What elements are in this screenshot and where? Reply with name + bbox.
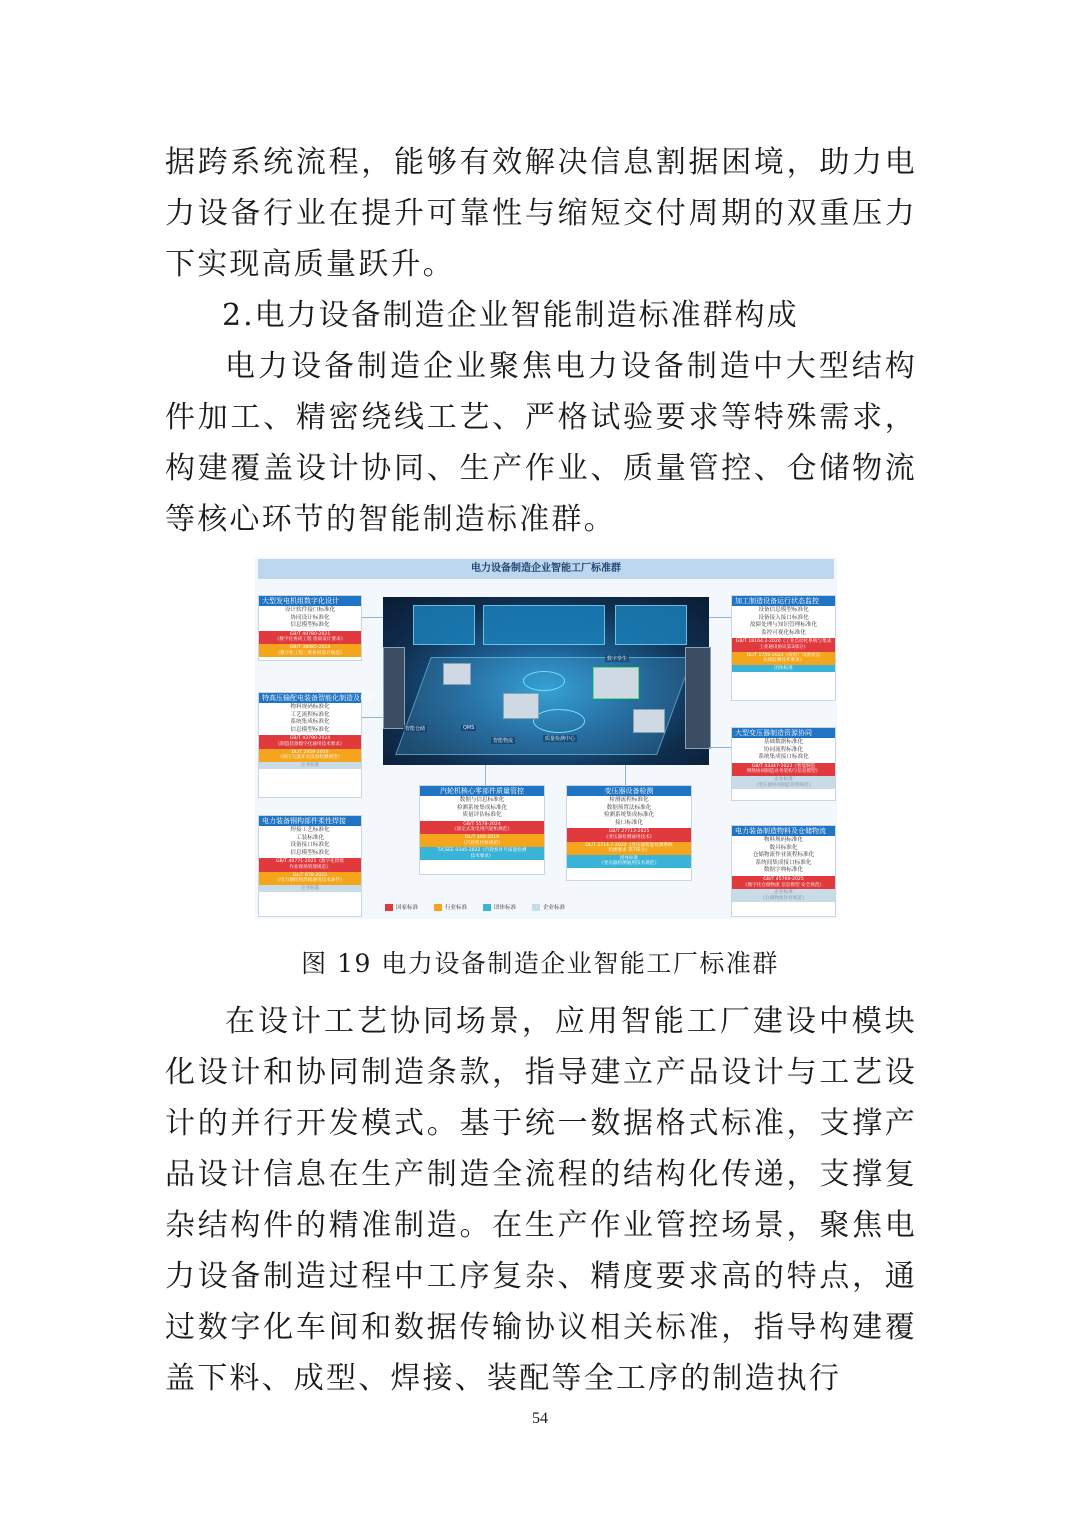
standard-name: 《变压器协同制造管理规范》	[753, 782, 814, 788]
standard-code: 团体标准	[774, 665, 793, 671]
scene-screen	[483, 605, 605, 645]
standard-box-items	[732, 606, 835, 638]
standard-item: 物料规码标准化	[290, 704, 330, 710]
standard-item: 工艺流程标准化	[290, 711, 330, 718]
connector-line	[709, 747, 731, 748]
standard-box-title: 大型变压器制造资源协同	[732, 728, 835, 738]
standard-item: 物料规码标准化	[763, 837, 804, 843]
standard-item: 接口标准化	[615, 819, 643, 826]
standard-item: 焊接工艺标准化	[290, 827, 330, 833]
standard-code: 企业标准	[774, 776, 793, 782]
standard-code: DL/T 1750-2023《发电厂设备状态	[746, 652, 821, 658]
standard-box-title: 汽轮机核心零部件质量管控	[420, 786, 544, 796]
standard-box	[731, 825, 836, 917]
scene-shelf	[383, 647, 405, 729]
standard-box-title: 变压器设备检测	[567, 786, 691, 796]
legend-swatch	[532, 904, 540, 911]
standard-code: T/CSEE 0345-2022《汽轮机叶片质量检测	[437, 848, 527, 854]
legend-item-group	[483, 903, 516, 911]
standard-item: 协同流程标准化	[763, 746, 804, 753]
standard-name: 《电力钢结构焊接通用技术条件》	[275, 878, 345, 884]
legend-label: 团体标准	[494, 905, 517, 911]
body-paragraph-1: 据跨系统流程，能够有效解决信息割据困境，助力电力设备行业在提升可靠性与缩短交付周期的双重压力下实现高质量跃升。	[165, 145, 917, 282]
standard-item: 协同设计标准化	[290, 614, 330, 621]
page-number: 54	[532, 1410, 548, 1427]
enterprise-standard	[259, 762, 361, 770]
standard-name: 检测要求 第7部分》	[608, 848, 650, 854]
standard-code: GB/T 38485-2024	[289, 644, 331, 650]
standard-code: GB/T 40771-2021《数字化焊接	[275, 859, 345, 865]
legend-item-national	[385, 903, 418, 911]
scene-label: 质量检测中心	[545, 736, 576, 742]
national-standard	[259, 735, 361, 748]
connector-line	[361, 617, 383, 618]
scene-label: QMS	[463, 725, 475, 731]
standard-code: DL/T 400-2019	[464, 834, 500, 840]
standard-item: 监控可视化标准化	[761, 629, 806, 636]
standard-box-items	[420, 796, 544, 821]
legend-swatch	[385, 904, 393, 911]
standard-name: 《数字化工程三维协同设计规范》	[275, 650, 345, 656]
standard-box-title: 特高压输配电装备智能化制造及检测	[259, 693, 361, 703]
standard-item: 数具标准化	[769, 844, 798, 851]
scene-ring	[523, 671, 565, 691]
standard-box-title: 电力装备制造物料及仓储物流	[732, 826, 835, 836]
group-standard	[732, 665, 835, 673]
standard-code: GB/T 18164.2-2020《工业自动化系统与集成	[735, 639, 832, 645]
industry-standard	[732, 652, 835, 665]
standard-box-items	[732, 738, 835, 763]
standard-name: 网络协同制造业务架构与信息模型》	[746, 769, 821, 775]
standard-name: 《汽轮机检修规范》	[461, 840, 503, 846]
standard-box	[258, 815, 362, 917]
standard-item: 基础数据标准化	[763, 739, 804, 745]
scene-machine	[593, 667, 639, 699]
standard-name: 《数字化仓储物流 信息模型 安全规范》	[742, 882, 825, 888]
scene-label: 智能仓储	[405, 726, 426, 732]
industry-standard	[259, 644, 361, 657]
standard-box	[731, 727, 836, 801]
scene-machine	[503, 693, 539, 719]
body-paragraph-3: 在设计工艺协同场景，应用智能工厂建设中模块化设计和协同制造条款，指导建立产品设计与工艺设计的并行开发模式。基于统一数据格式标准，支撑产品设计信息在生产制造全流程的结构化传递，支撑复杂结构件的精准制造。在生产作业管控场景，聚焦电力设备制造过程中工序复杂、精度要求高的特点，通过数字化车间和数据传输协议相关标准，指导构建覆盖下料、成型、焊接、装配等全工序的制造执行	[165, 1004, 917, 1396]
standard-box-items	[732, 836, 835, 876]
connector-line	[625, 765, 626, 785]
national-standard	[420, 821, 544, 834]
standard-item: 数据与信息标准化	[459, 797, 505, 803]
standard-item: 系统间集成接口标准化	[755, 859, 812, 866]
standard-code: GB/T 45760-2025	[763, 876, 804, 882]
standard-item: 信息模型标准化	[290, 726, 330, 733]
standard-name: 《仓储物流作业规范》	[760, 895, 807, 901]
standard-item: 检测系统集成标准化	[603, 812, 655, 819]
industry-standard	[567, 842, 691, 855]
industry-standard	[420, 834, 544, 847]
national-standard	[732, 763, 835, 776]
standard-name: 《固定式发电用汽轮机规范》	[452, 827, 512, 833]
standard-item: 信息模型标准化	[290, 849, 330, 856]
standard-item: 设备接入接口标准化	[758, 614, 809, 621]
enterprise-standard	[732, 776, 835, 789]
section-heading: 2.电力设备制造企业智能制造标准群构成	[222, 298, 799, 333]
figure-caption: 图 19 电力设备制造企业智能工厂标准群	[301, 949, 779, 978]
standard-item: 检测流程标准化	[609, 797, 649, 803]
scene-label: 数字孪生	[607, 656, 628, 662]
standard-item: 仓储物流作业流程标准化	[752, 852, 815, 859]
standard-name: 《变压器检测通用技术》	[603, 834, 655, 840]
standard-code: DL/T 2714.7-2024《变压器智能检测系统	[585, 842, 673, 848]
standard-item: 检测系统集成标准化	[456, 804, 508, 811]
legend-swatch	[434, 904, 442, 911]
standard-code: GB/T 5578-2024	[463, 821, 501, 827]
figure-title: 电力设备制造企业智能工厂标准群	[258, 559, 834, 579]
standard-item: 数据字典标准化	[763, 867, 804, 874]
legend-swatch	[483, 904, 491, 911]
standard-item: 系统集成标准化	[290, 719, 330, 726]
legend-label: 国家标准	[396, 905, 419, 911]
scene-machine	[633, 709, 665, 733]
standard-code: GB/T 43790-2024	[289, 736, 331, 742]
standard-item: 数据预置法标准化	[606, 804, 652, 811]
national-standard	[259, 631, 361, 644]
standard-box-title: 大型发电机组数字化设计	[259, 596, 361, 606]
connector-line	[485, 765, 486, 785]
enterprise-standard	[732, 889, 835, 902]
standard-item: 设计软件接口标准化	[284, 607, 336, 613]
standard-name: 工业通讯协议第3部分》	[759, 644, 808, 650]
scene-screen	[413, 605, 475, 645]
standard-name: 《制造装备数字化通用技术要求》	[275, 741, 345, 747]
standard-code: GB/T 40780-2021	[289, 631, 331, 637]
standard-box-items	[567, 796, 691, 828]
standard-item: 系统集成接口标准化	[758, 754, 809, 761]
scene-label: 智能物流	[493, 738, 514, 744]
standard-code: GB/T 43347-2023《智能制造	[751, 763, 816, 769]
standard-name: 《数字化协同工程 指南设计要求》	[274, 637, 346, 643]
standard-name: 《变压器检测通用技术规范》	[599, 861, 659, 867]
group-standard	[420, 847, 544, 860]
factory-scene-illustration	[383, 597, 709, 765]
standard-name: 技术要求》	[470, 853, 494, 859]
scene-ring	[533, 709, 585, 733]
standard-box-title: 加工制造设备运行状态监控	[732, 596, 835, 606]
national-standard	[259, 858, 361, 871]
standard-box-items	[259, 826, 361, 858]
figure-legend	[385, 903, 565, 911]
standard-code: DL/T 2958-2020	[291, 749, 329, 755]
standard-item: 信息模型标准化	[290, 622, 330, 629]
standard-code: 企业标准	[300, 885, 320, 891]
standard-box-title: 电力装备钢构部件柔性焊接	[259, 816, 361, 826]
standard-code: DL/T 678-2023	[292, 872, 328, 878]
standard-item: 设备信息模型标准化	[758, 607, 809, 613]
standard-box	[731, 595, 836, 701]
legend-item-enterprise	[532, 903, 565, 911]
standard-code: GB/T 27713-2025	[608, 829, 650, 835]
legend-label: 行业标准	[445, 905, 468, 911]
standard-box	[566, 785, 692, 881]
standard-box-items	[259, 703, 361, 735]
national-standard	[732, 638, 835, 651]
standard-item: 工装标准化	[296, 834, 324, 841]
standard-box	[419, 785, 545, 875]
standard-code: 企业标准	[774, 890, 793, 896]
body-paragraph-2: 电力设备制造企业聚焦电力设备制造中大型结构件加工、精密绕线工艺、严格试验要求等特殊需求，构建覆盖设计协同、生产作业、质量管控、仓储物流等核心环节的智能制造标准群。	[165, 349, 917, 537]
standard-item: 故障处理与知识管理标准化	[749, 622, 818, 629]
scene-screen	[615, 605, 687, 645]
connector-line	[709, 617, 731, 618]
standard-item: 设备接口标准化	[290, 842, 330, 849]
standard-item: 质量评估标准化	[462, 812, 502, 819]
industry-standard	[259, 872, 361, 885]
figure-smart-factory-standards	[255, 557, 837, 919]
connector-line	[361, 717, 383, 718]
national-standard	[732, 876, 835, 889]
scene-shelf	[685, 647, 711, 749]
standard-box	[258, 595, 362, 661]
scene-machine	[443, 663, 471, 685]
group-standard	[567, 855, 691, 868]
enterprise-standard	[259, 885, 361, 893]
legend-label: 企业标准	[543, 905, 566, 911]
standard-code: 团体标准	[619, 855, 639, 861]
standard-box	[258, 692, 374, 798]
standard-box-items	[259, 606, 361, 631]
national-standard	[567, 828, 691, 841]
standard-name: 《高压交流开关设备检测规范》	[277, 755, 343, 761]
standard-code: 企业标准	[300, 762, 320, 768]
legend-item-industry	[434, 903, 467, 911]
industry-standard	[259, 749, 361, 762]
standard-name: 在线监测技术要求》	[762, 658, 805, 664]
standard-name: 作业现场管理规范》	[289, 864, 331, 870]
